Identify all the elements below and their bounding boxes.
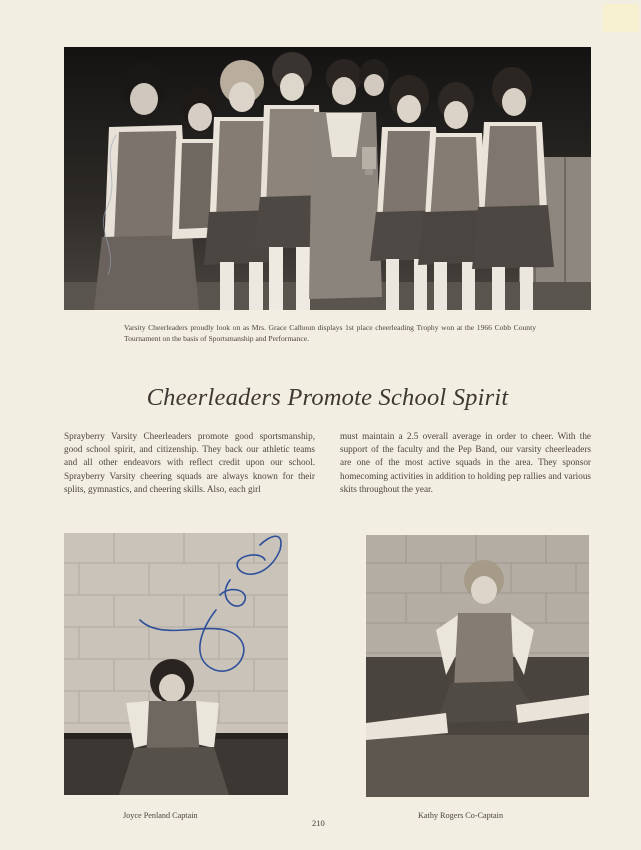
group-photo-caption: Varsity Cheerleaders proudly look on as Mrs. Grace Calhoun displays 1st place cheerleading Trophy won at the 1966 Cobb County Tournament on the basis of Sportsmanship and Performance. [124, 323, 536, 343]
article-text-column-left: Sprayberry Varsity Cheerleaders promote good sportsmanship, good school spirit, and citizenship. They back our athletic teams and all other endeavors with reflect credit upon our school. Sprayberry Varsity cheering squads are always known for their splits, gymnastics, and cheering skills. Also, each girl [64, 431, 315, 494]
page-number: 210 [312, 818, 325, 828]
cheerleaders-group-photo [64, 47, 591, 310]
page-corner-tab [603, 4, 639, 32]
co-captain-portrait-photo [366, 535, 589, 797]
article-text-column-right: must maintain a 2.5 overall average in order to cheer. With the support of the faculty and the Pep Band, our varsity cheerleaders are one of the most active squads in the area. They sponsor homecoming activities in addition to holding pep rallies and various skits throughout the year. [340, 431, 591, 494]
captain-portrait-photo [64, 533, 288, 795]
co-captain-name-caption: Kathy Rogers Co-Captain [418, 811, 504, 820]
captain-name-caption: Joyce Penland Captain [123, 811, 198, 820]
article-headline: Cheerleaders Promote School Spirit [146, 384, 509, 411]
